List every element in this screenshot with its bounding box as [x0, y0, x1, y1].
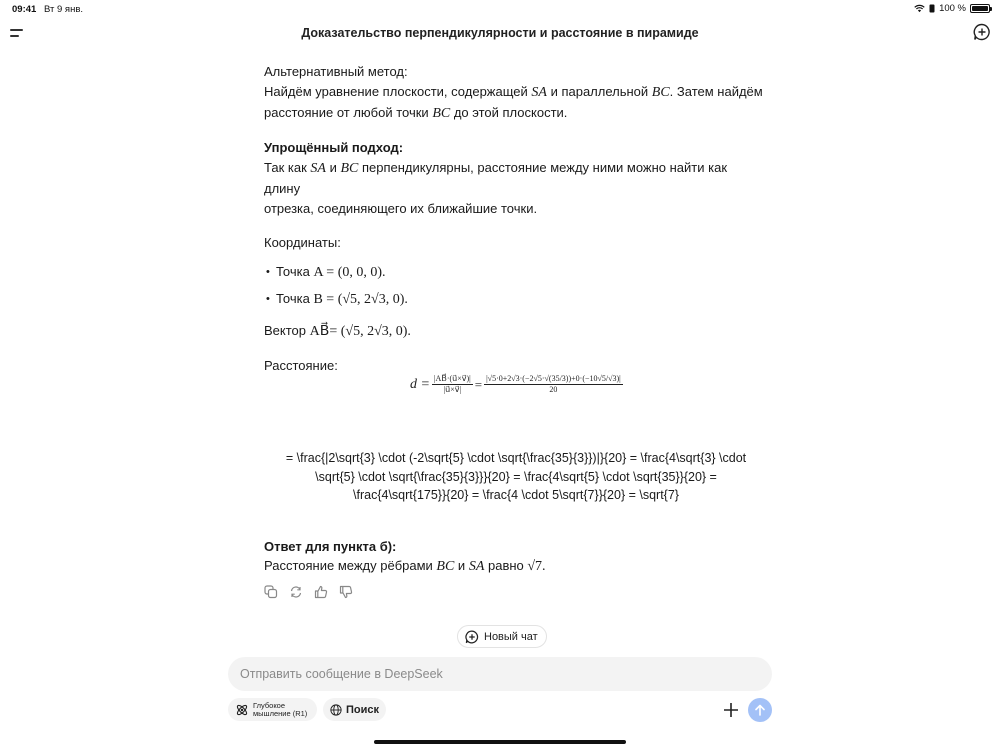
assistant-message — [264, 62, 764, 376]
search-label: Поиск — [345, 703, 379, 716]
distance-heading: Расстояние: — [264, 358, 338, 373]
new-chat-label: Новый чат — [484, 630, 538, 643]
status-time: 09:41 — [12, 4, 37, 15]
coordinates-heading: Координаты: — [264, 235, 341, 250]
formula-lhs: d = — [410, 376, 430, 392]
alt-method-line-2: расстояние от любой точки BC до этой плоскости. — [264, 105, 568, 121]
message-input[interactable] — [228, 657, 772, 691]
deep-think-label-1: Глубокое — [253, 700, 286, 710]
points-list — [264, 259, 764, 313]
battery-percent: 100 % — [939, 3, 966, 14]
globe-icon — [330, 703, 342, 717]
thumbs-up-icon[interactable] — [314, 585, 328, 599]
simple-approach-text: Так как SA и BC перпендикулярны, расстояние между ними можно найти как длину отрезка, соединяющего их ближайшие точки. — [264, 160, 728, 216]
status-bar — [0, 0, 1000, 18]
new-chat-button[interactable] — [457, 625, 547, 648]
alt-method-heading: Альтернативный метод: — [264, 64, 408, 79]
deep-think-label-2: мышление (R1) — [253, 708, 308, 718]
status-date: Вт 9 янв. — [44, 4, 84, 15]
wifi-icon — [914, 4, 925, 13]
message-actions — [264, 585, 353, 599]
message-input-container — [228, 657, 772, 691]
answer-text: Расстояние между рёбрами BC и SA равно √7. — [264, 558, 546, 574]
status-right — [914, 3, 990, 14]
alt-method-line-1: Найдём уравнение плоскости, содержащей SA и параллельной BC. Затем найдём — [264, 84, 763, 100]
header — [0, 20, 1000, 46]
new-chat-icon — [465, 630, 479, 644]
atom-icon — [235, 703, 249, 717]
copy-icon[interactable] — [264, 585, 278, 599]
home-indicator — [374, 740, 626, 744]
distance-formula — [410, 374, 625, 395]
simple-approach-heading: Упрощённый подход: — [264, 140, 404, 155]
battery-icon — [970, 4, 990, 13]
list-item: • Точка B = (√5, 2√3, 0). — [264, 286, 764, 313]
search-button[interactable] — [323, 698, 386, 721]
answer-block — [264, 537, 546, 576]
send-button[interactable] — [748, 698, 772, 722]
formula-equals: = — [474, 376, 483, 392]
new-chat-icon[interactable] — [973, 23, 991, 41]
formula-fraction-1: $\frac{|AB⃗\cdot(u⃗\times v⃗)|}{|u⃗\times v⃗|}$ — [433, 374, 471, 394]
list-item: • Точка A = (0, 0, 0). — [264, 259, 764, 286]
regenerate-icon[interactable] — [289, 585, 303, 599]
formula-fraction-2: $\frac{|√5\cdot 0+2√3\cdot(-2√5\cdot√(35/3))+0\cdot(-10√5/√3)|}{20}$ — [486, 374, 621, 394]
answer-heading: Ответ для пункта б): — [264, 539, 397, 554]
lock-rotation-icon — [929, 4, 935, 13]
deep-think-button[interactable] — [228, 698, 317, 721]
thumbs-down-icon[interactable] — [339, 585, 353, 599]
vector-line: Вектор AB⃗= (√5, 2√3, 0). — [264, 323, 411, 339]
attach-plus-icon[interactable] — [722, 701, 740, 719]
page-title: Доказательство перпендикулярности и расстояние в пирамиде — [301, 26, 699, 40]
arrow-up-icon — [754, 704, 766, 716]
raw-latex-text: = \frac{|2\sqrt{3} \cdot (-2\sqrt{5} \cdot \sqrt{\frac{35}{3}})|}{20} = \frac{4\sqrt{3} \cdot \sqrt{5} \cdot \sqrt{\frac{35}{3}}}{20} = \frac{4\sqrt{5} \cdot \sqrt{35}}{20} = \frac{4\sqrt{175}}{20} = \frac{4 \cdot 5\sqrt{7}}{20} = \sqrt{7} — [285, 451, 747, 502]
